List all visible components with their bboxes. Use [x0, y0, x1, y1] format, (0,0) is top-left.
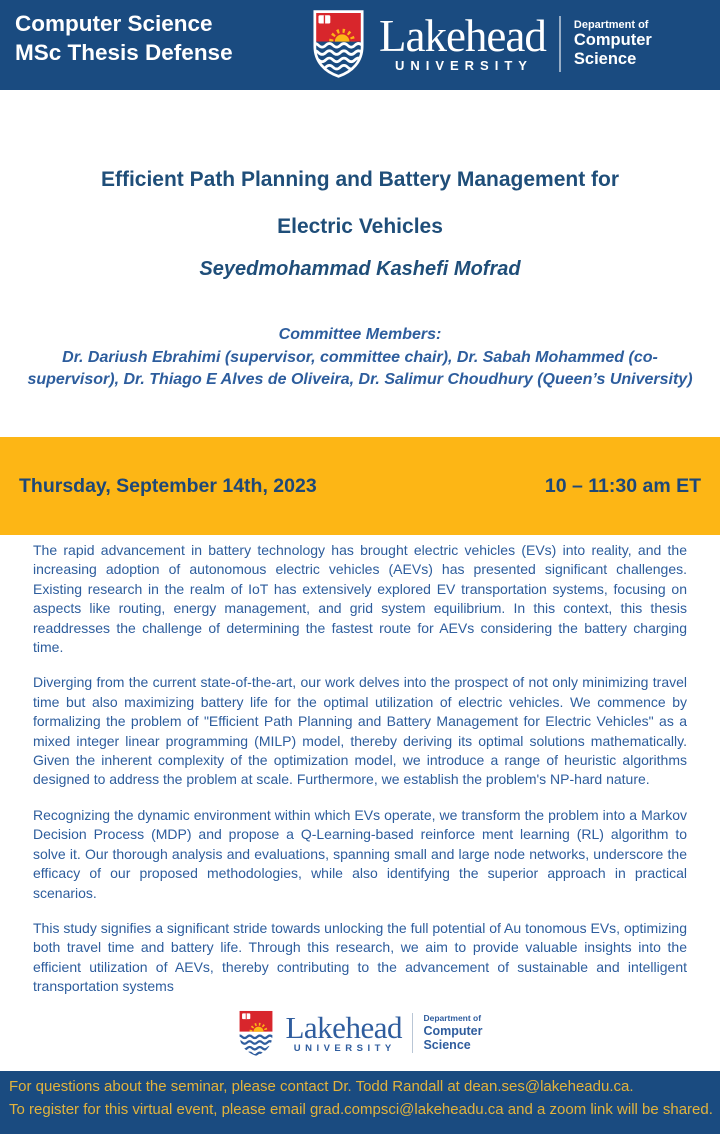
committee-block: [0, 324, 720, 392]
department-name-line1: Computer: [573, 31, 652, 50]
committee-line2: supervisor), Dr. Thiago E Alves de Oliveira, Dr. Salimur Choudhury (Queen’s University): [27, 371, 693, 388]
lakehead-university-label: UNIVERSITY: [394, 57, 533, 73]
header-line-2: MSc Thesis Defense: [15, 40, 233, 65]
committee-line1: Dr. Dariush Ebrahimi (supervisor, committee chair), Dr. Sabah Mohammed (co-: [62, 348, 658, 366]
lakehead-wordmark: Lakehead: [285, 1010, 402, 1046]
footer-logo-inner: [237, 1008, 482, 1058]
committee-heading: Committee Members:: [278, 326, 442, 343]
abstract-paragraph-3: Recognizing the dynamic environment within which EVs operate, we transform the problem into a Markov Decision Process (MDP) and propose a Q-Learning-based reinforce ment learning (RL) algorithm to solve it. Our thorough analysis and evaluations, spanning small and large node networks, underscore the efficacy of our proposed methodologies, while also identifying the superior approach in practical scenarios.: [33, 806, 687, 901]
department-prefix: Department of: [573, 18, 649, 31]
footer-wordmark-block: [285, 1012, 401, 1054]
department-name-line1: Computer: [423, 1023, 483, 1038]
footer-department-block: [423, 1014, 482, 1052]
footer-logo: [0, 1008, 720, 1058]
author-name: Seyedmohammad Kashefi Mofrad: [199, 258, 521, 280]
header-event-title: [15, 9, 233, 67]
department-prefix: Department of: [423, 1013, 482, 1024]
header-bar: [0, 0, 720, 90]
header-line-1: Computer Science: [15, 11, 213, 36]
thesis-title: [0, 156, 720, 250]
header-department-block: [574, 19, 652, 68]
lakehead-shield-icon: [311, 8, 366, 79]
lakehead-wordmark-block: [379, 11, 546, 73]
abstract: [33, 541, 687, 1013]
lakehead-wordmark: Lakehead: [379, 11, 546, 62]
abstract-paragraph-2: Diverging from the current state-of-the-art, our work delves into the prospect of not only minimizing travel time but also maximizing battery life for the optimal utilization of electric vehicles. We commence by formalizing the problem of "Efficient Path Planning and Battery Management for Electric Vehicles" as a mixed integer linear programming (MILP) model, thereby deriving its optimal solutions mathematically. Given the inherent complexity of the optimization model, we introduce a range of heuristic algorithms designed to address the problem at scale. Furthermore, we establish the problem's NP-hard nature.: [33, 674, 687, 788]
lakehead-logo: [311, 8, 652, 79]
schedule-band: [0, 437, 720, 535]
abstract-paragraph-4: This study signifies a significant stride towards unlocking the full potential of Au tonomous EVs, optimizing both travel time and battery life. Through this research, we aim to provide valuable insights into the efficient utilization of AEVs, thereby contributing to the advancement of sustainable and intelligent transportation systems: [33, 919, 687, 995]
event-time: 10 – 11:30 am ET: [544, 474, 701, 497]
event-date: Thursday, September 14th, 2023: [19, 474, 317, 497]
footer-contact-line2: To register for this virtual event, please email grad.compsci@lakeheadu.ca and a zoom link will be shared.: [9, 1100, 713, 1118]
footer-contact-bar: [0, 1071, 720, 1134]
lakehead-university-label: UNIVERSITY: [293, 1042, 396, 1054]
thesis-title-line2: Electric Vehicles: [277, 215, 443, 238]
footer-contact-line1: For questions about the seminar, please contact Dr. Todd Randall at dean.ses@lakeheadu.ca.: [9, 1078, 634, 1095]
abstract-paragraph-1: The rapid advancement in battery technology has brought electric vehicles (EVs) into reality, and the increasing adoption of autonomous electric vehicles (AEVs) has presented significant challenges. Existing research in the realm of IoT has extensively explored EV transportation systems, focusing on aspects like routing, energy management, and grid system equilibrium. In this context, this thesis readdresses the challenge of determining the fastest route for AEVs considering the battery charging time.: [33, 542, 687, 656]
logo-divider: [559, 16, 561, 72]
thesis-title-line1: Efficient Path Planning and Battery Management for: [100, 168, 620, 191]
department-name-line2: Science: [573, 49, 637, 68]
lakehead-shield-icon: [237, 1008, 275, 1058]
logo-divider: [412, 1013, 414, 1053]
department-name-line2: Science: [423, 1037, 471, 1052]
